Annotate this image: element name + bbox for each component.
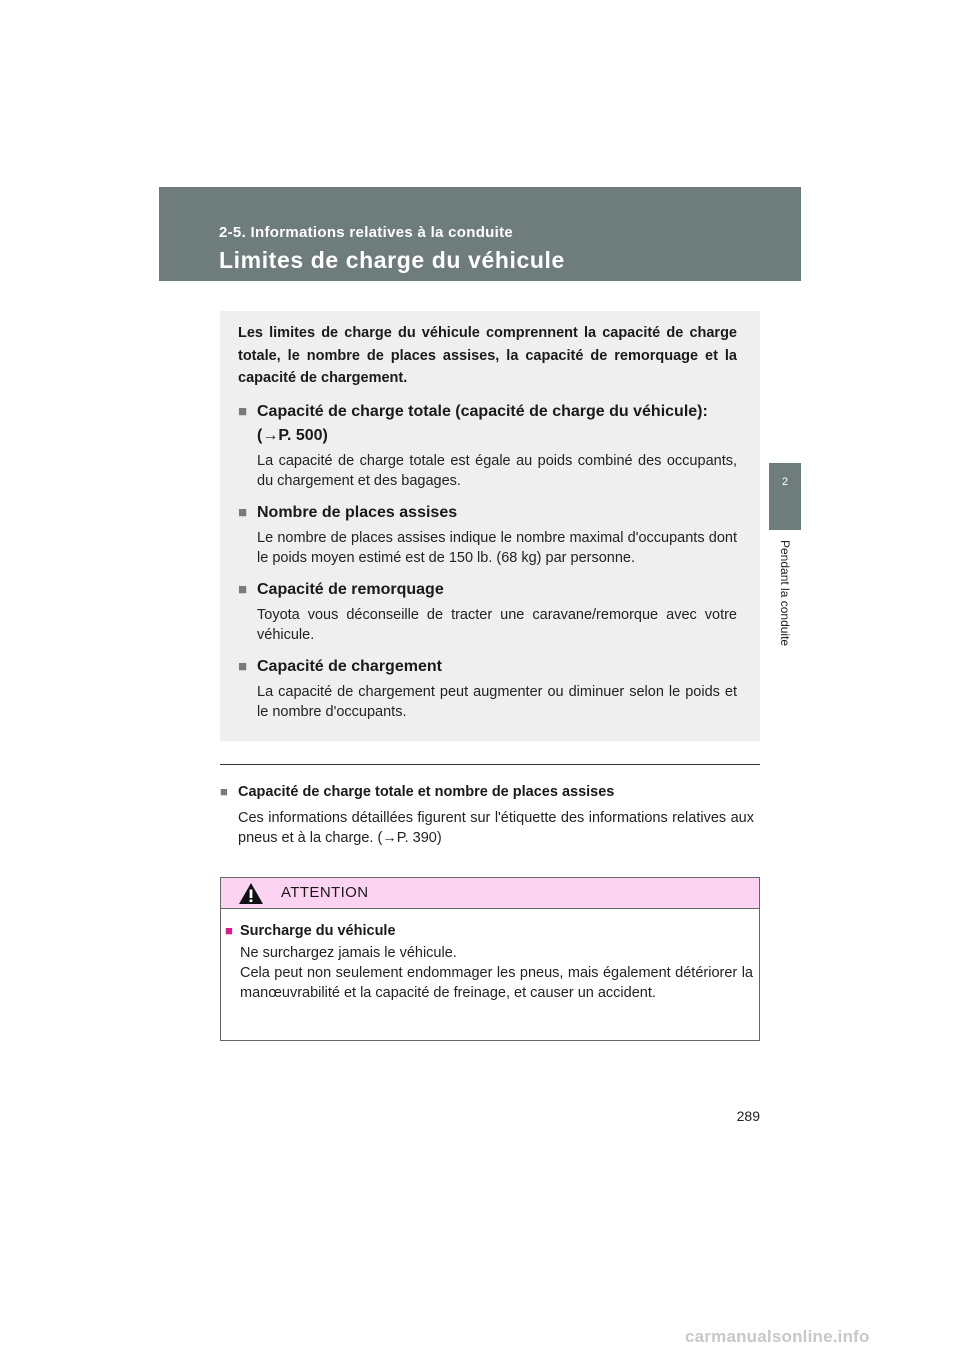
square-bullet-icon: ■ [238,580,248,598]
chapter-number: 2 [781,476,789,488]
square-bullet-icon: ■ [238,503,248,521]
item-body: La capacité de chargement peut augmenter ou diminuer selon le poids et le nombre d'occupants. [257,683,737,720]
item-heading: Nombre de places assises [257,503,458,521]
page-title: Limites de charge du véhicule [219,247,565,273]
item-body: La capacité de charge totale est égale au poids combiné des occupants, du chargement et des bagages. [257,452,737,489]
warning-title: ATTENTION [281,884,369,901]
chapter-label: Pendant la conduite [778,540,792,647]
square-bullet-icon: ■ [225,923,233,938]
warning-heading: Surcharge du véhicule [240,923,396,939]
item-body: Toyota vous déconseille de tracter une caravane/remorque avec votre véhicule. [257,606,737,643]
square-bullet-icon: ■ [238,657,248,675]
chapter-tab[interactable] [769,463,801,530]
summary-item [238,400,737,491]
summary-item [238,655,737,722]
note-body: Ces informations détaillées figurent sur l'étiquette des informations relatives aux pneus et à la charge. (→P. 390) [238,810,754,846]
section-divider [220,764,760,765]
square-bullet-icon: ■ [238,402,248,420]
section-label: 2-5. Informations relatives à la conduite [219,224,514,241]
warning-line: Cela peut non seulement endommager les pneus, mais également détériorer la manœuvrabilité et la capacité de freinage, et causer un accident. [240,965,753,1001]
warning-triangle-icon [238,882,264,905]
page-number: 289 [736,1108,760,1124]
summary-item [238,578,737,645]
warning-line: Ne surchargez jamais le véhicule. [240,945,457,961]
item-heading: Capacité de remorquage [257,580,444,598]
item-heading: Capacité de charge totale (capacité de charge du véhicule): (→P. 500) [257,402,708,444]
warning-header [221,878,759,909]
summary-box [220,311,760,741]
item-body: Le nombre de places assises indique le nombre maximal d'occupants dont le poids moyen estimé est de 150 lb. (68 kg) par personne. [257,529,737,566]
item-heading: Capacité de chargement [257,657,442,675]
warning-box [220,877,760,1041]
note-heading: Capacité de charge totale et nombre de places assises [238,784,615,800]
intro-text: Les limites de charge du véhicule comprennent la capacité de charge totale, le nombre de places assises, la capacité de remorquage et la capacité de chargement. [238,325,737,386]
summary-item [238,501,737,568]
square-bullet-icon: ■ [220,784,228,799]
watermark: carmanualsonline.info [685,1327,870,1346]
note-section [220,782,754,848]
